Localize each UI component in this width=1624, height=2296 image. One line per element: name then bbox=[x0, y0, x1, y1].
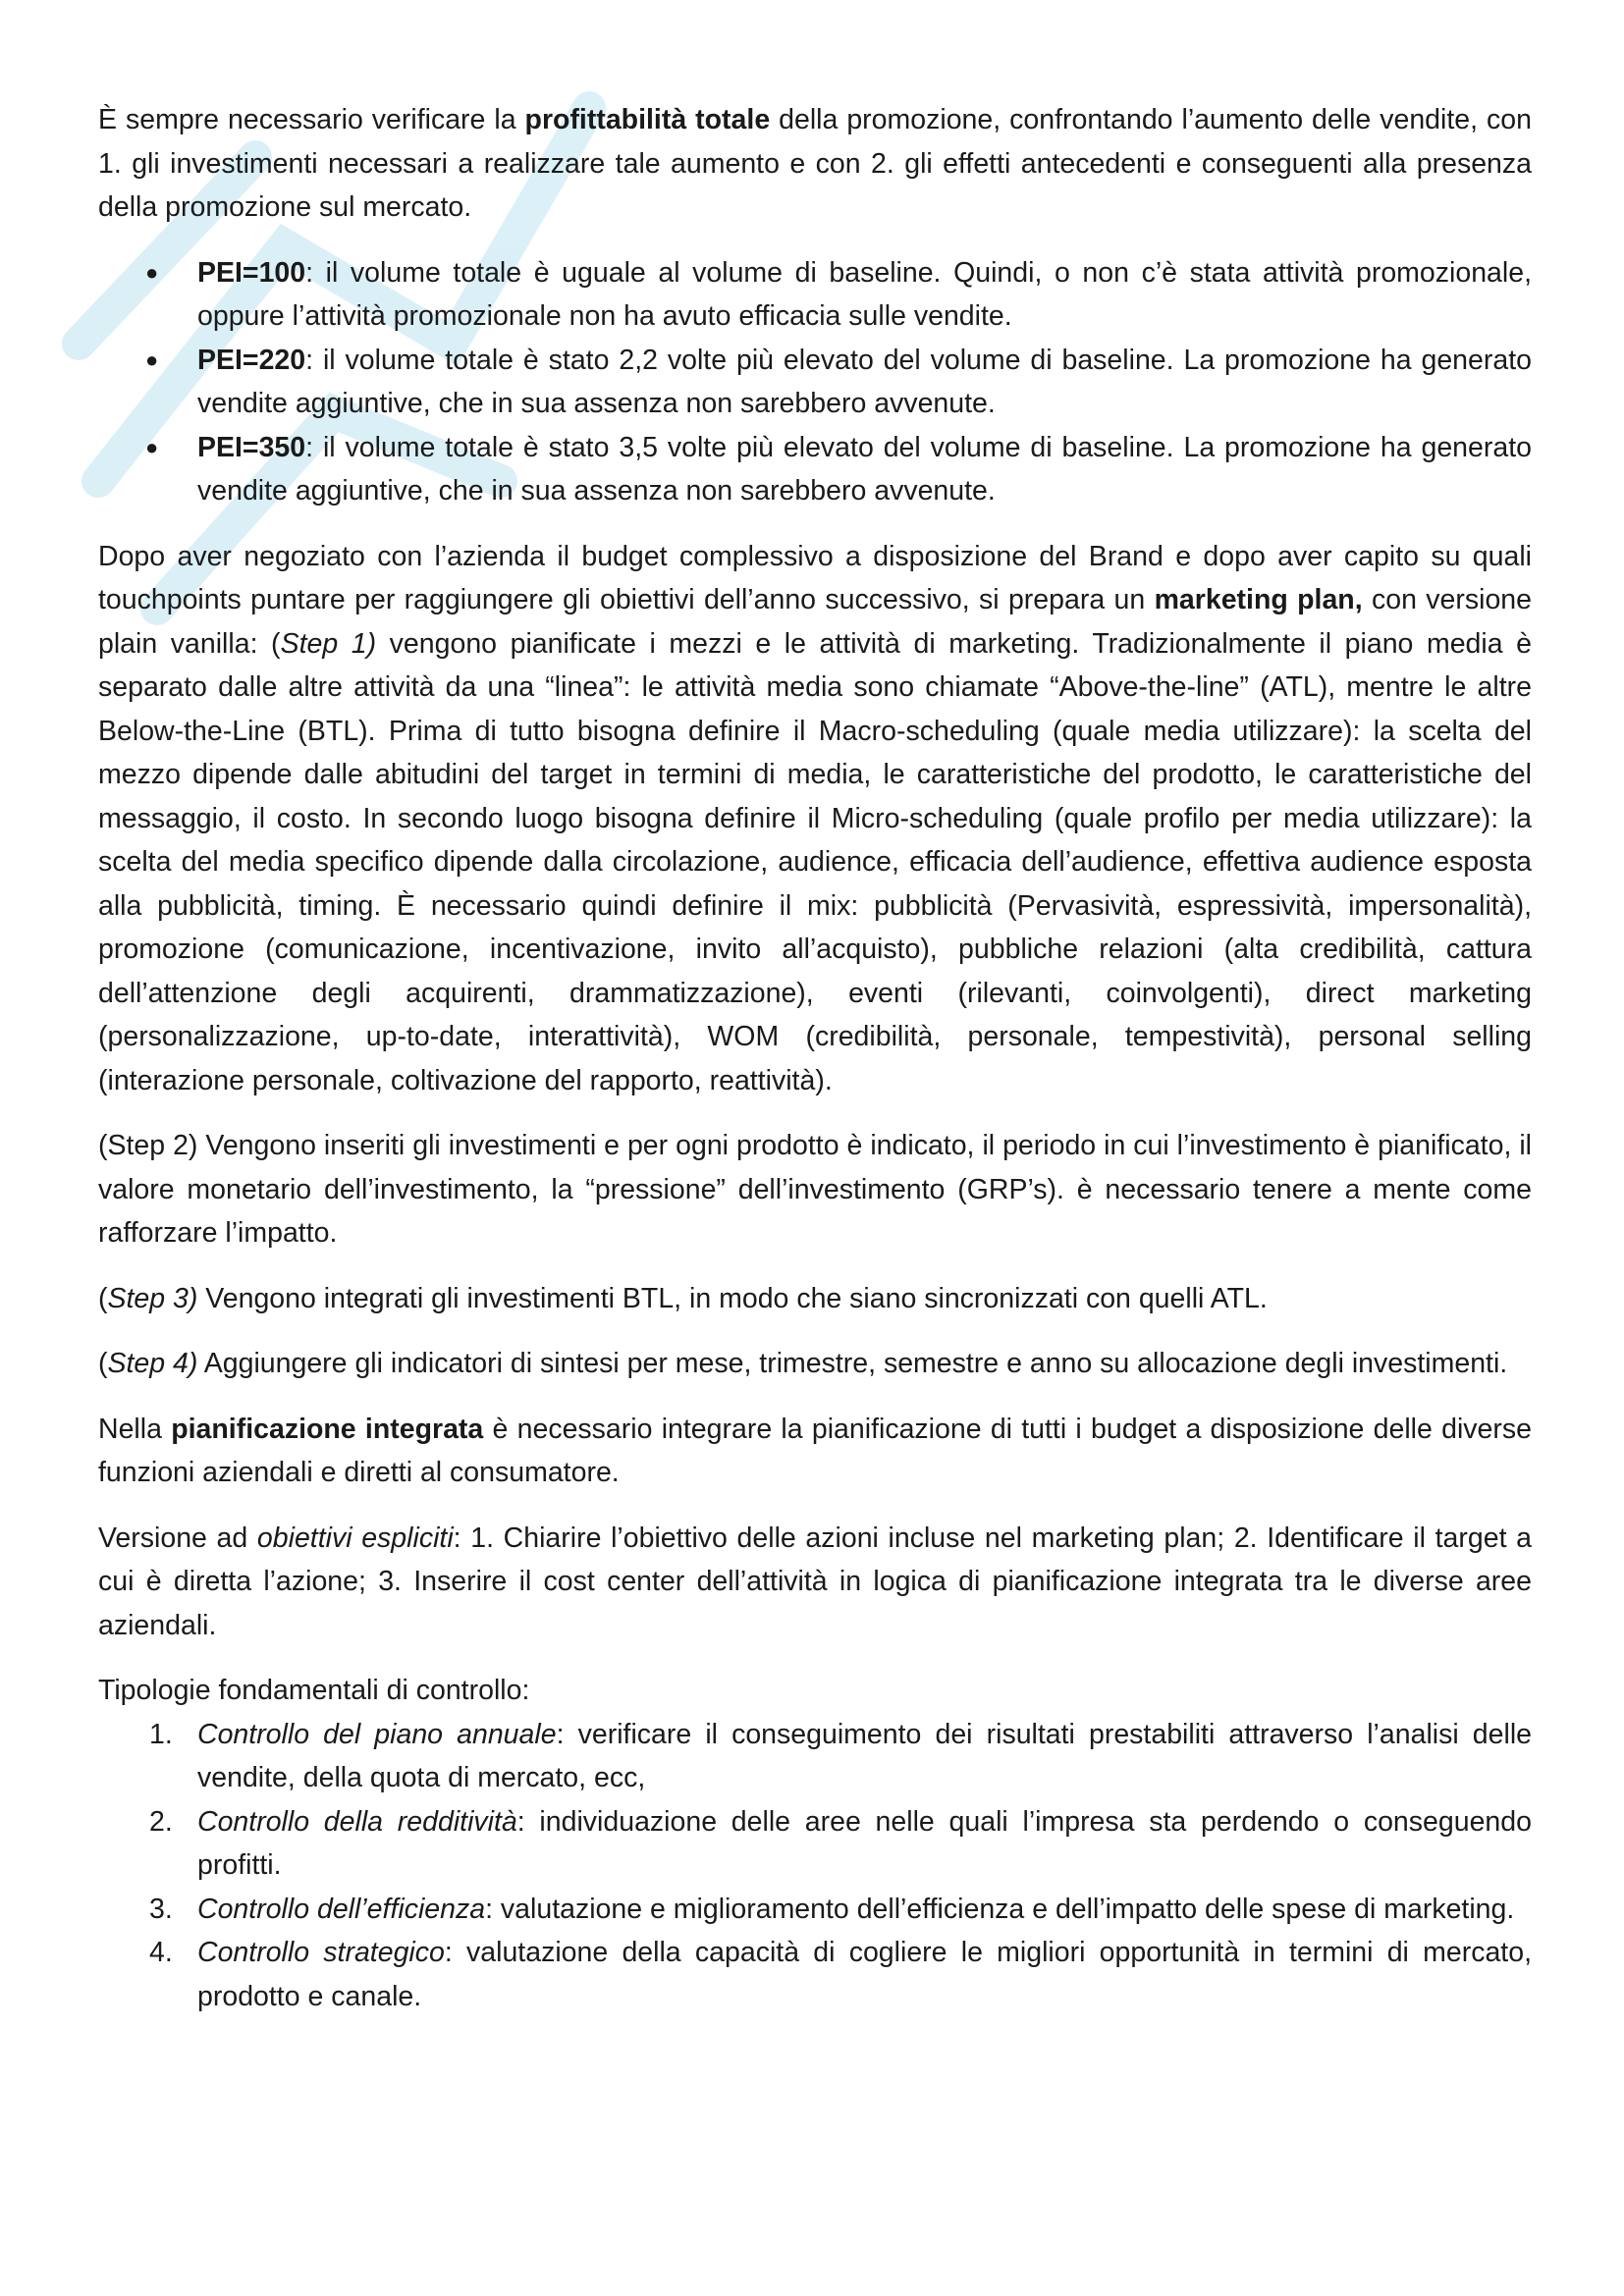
bullet-icon: ● bbox=[145, 259, 159, 285]
paragraph-obiettivi-espliciti: Versione ad obiettivi espliciti: 1. Chiarire l’obiettivo delle azioni incluse nel marketing plan; 2. Identificare il target a cui è diretta l’azione; 3. Inserire il cost center dell’attività in logica di pianificazione integrata tra le diverse aree aziendali. bbox=[98, 1522, 1532, 1641]
list-item: ● PEI=220: il volume totale è stato 2,2 volte più elevato del volume di baseline. La promozione ha generato vendite aggiuntive, che in sua assenza non sarebbero avvenute. bbox=[98, 339, 1532, 426]
paragraph-step-3: (Step 3) Vengono integrati gli investimenti BTL, in modo che siano sincronizzati con quelli ATL. bbox=[98, 1282, 1268, 1314]
bold-term: profittabilità totale bbox=[524, 104, 771, 135]
paragraph-pianificazione-integrata: Nella pianificazione integrata è necessario integrare la pianificazione di tutti i budget a disposizione delle diverse funzioni aziendali e diretti al consumatore. bbox=[98, 1413, 1532, 1488]
list-item: ● PEI=100: il volume totale è uguale al volume di baseline. Quindi, o non c’è stata attività promozionale, oppure l’attività promozionale non ha avuto efficacia sulle vendite. bbox=[98, 251, 1532, 339]
list-item: 3. Controllo dell’efficienza: valutazione e miglioramento dell’efficienza e dell’impatto delle spese di marketing. bbox=[149, 1893, 1515, 1925]
bullet-icon: ● bbox=[145, 434, 159, 459]
bold-term: pianificazione integrata bbox=[171, 1413, 484, 1445]
list-item: 4. Controllo strategico: valutazione della capacità di cogliere le migliori opportunità in termini di mercato, prodotto e canale. bbox=[149, 1937, 1532, 2012]
bullet-icon: ● bbox=[145, 347, 159, 372]
paragraph-profittabilita: È sempre necessario verificare la profittabilità totale della promozione, confrontando l’aumento delle vendite, con 1. gli investimenti necessari a realizzare tale aumento e con 2. gli effetti antecedenti e conseguenti alla presenza della promozione sul mercato. bbox=[98, 104, 1532, 223]
list-item: 2. Controllo della redditività: individuazione delle aree nelle quali l’impresa sta perdendo o conseguendo profitti. bbox=[149, 1805, 1532, 1881]
control-types-list bbox=[98, 1713, 1532, 2019]
paragraph-tipologie-controllo: Tipologie fondamentali di controllo: bbox=[98, 1675, 530, 1706]
paragraph-marketing-plan: Dopo aver negoziato con l’azienda il budget complessivo a disposizione del Brand e dopo aver capito su quali touchpoints puntare per raggiungere gli obiettivi dell’anno successivo, si prepara un marketing plan, con versione plain vanilla: (Step 1) vengono pianificate i mezzi e le attività di marketing. Tradizionalmente il piano media è separato dalle altre attività da una “linea”: le attività media sono chiamate “Above-the-line” (ATL), mentre le altre Below-the-Line (BTL). Prima di tutto bisogna definire il Macro-scheduling (quale media utilizzare): la scelta del mezzo dipende dalle abitudini del target in termini di media, le caratteristiche del prodotto, le caratteristiche del messaggio, il costo. In secondo luogo bisogna definire il Micro-scheduling (quale profilo per media utilizzare): la scelta del media specifico dipende dalla circolazione, audience, efficacia dell’audience, effettiva audience esposta alla pubblicità, timing. È necessario quindi definire il mix: pubblicità (Pervasività, espressività, impersonalità), promozione (comunicazione, incentivazione, invito all’acquisto), pubbliche relazioni (alta credibilità, cattura dell’attenzione degli acquirenti, drammatizzazione), eventi (rilevanti, coinvolgenti), direct marketing (personalizzazione, up-to-date, interattività), WOM (credibilità, personale, tempestività), personal selling (interazione personale, coltivazione del rapporto, reattività). bbox=[98, 540, 1533, 1096]
list-item: 1. Controllo del piano annuale: verificare il conseguimento dei risultati prestabiliti attraverso l’analisi delle vendite, della quota di mercato, ecc, bbox=[149, 1718, 1533, 1793]
paragraph-step-4: (Step 4) Aggiungere gli indicatori di sintesi per mese, trimestre, semestre e anno su allocazione degli investimenti. bbox=[98, 1348, 1508, 1379]
bold-term: marketing plan, bbox=[1154, 584, 1363, 615]
document-page bbox=[98, 98, 1532, 2040]
list-item: ● PEI=350: il volume totale è stato 3,5 volte più elevato del volume di baseline. La promozione ha generato vendite aggiuntive, che in sua assenza non sarebbero avvenute. bbox=[98, 426, 1532, 513]
paragraph-step-2: (Step 2) Vengono inseriti gli investimenti e per ogni prodotto è indicato, il periodo in cui l’investimento è pianificato, il valore monetario dell’investimento, la “pressione” dell’investimento (GRP’s). è necessario tenere a mente come rafforzare l’impatto. bbox=[98, 1130, 1532, 1249]
pei-bullet-list bbox=[98, 251, 1532, 513]
